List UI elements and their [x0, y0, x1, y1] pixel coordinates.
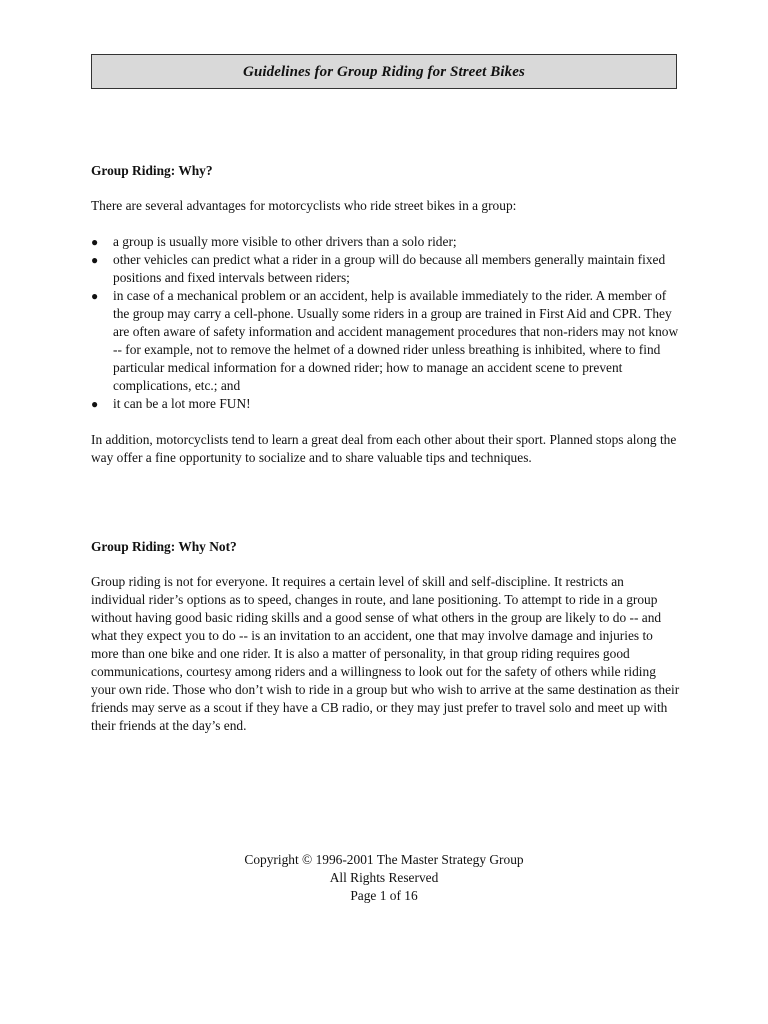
copyright-notice: Copyright © 1996-2001 The Master Strategy Group [244, 852, 524, 867]
list-item-text: in case of a mechanical problem or an accident, help is available immediately to the rider. A member of the group may carry a cell-phone. Usually some riders in a group are trained in First Aid and CPR. They are often aware of safety information and accident management procedures that non-riders may not know -- for example, not to remove the helmet of a downed rider unless breathing is inhibited, where to find particular medical information for a downed rider; how to manage an accident scene to prevent complications, etc.; and [113, 288, 679, 393]
list-item [91, 395, 681, 413]
rights-notice: All Rights Reserved [329, 870, 439, 885]
list-item [91, 233, 681, 251]
bullet-icon: ● [91, 253, 99, 267]
bullet-icon: ● [91, 235, 99, 249]
list-item-text: it can be a lot more FUN! [113, 396, 251, 411]
advantages-list [91, 233, 681, 413]
page-footer [91, 851, 677, 905]
list-item [91, 251, 681, 287]
section-closing: In addition, motorcyclists tend to learn a great deal from each other about their sport. Planned stops along the way offer a fine opportunity to socialize and to share valuable tips and techniques. [91, 432, 677, 465]
bullet-icon: ● [91, 289, 99, 303]
bullet-icon: ● [91, 397, 99, 411]
section-heading-why: Group Riding: Why? [91, 163, 213, 178]
title-box [91, 54, 677, 89]
list-item-text: a group is usually more visible to other drivers than a solo rider; [113, 234, 457, 249]
list-item-text: other vehicles can predict what a rider in a group will do because all members generally maintain fixed positions and fixed intervals between riders; [113, 252, 666, 285]
section-body: Group riding is not for everyone. It requires a certain level of skill and self-discipline. It restricts an individual rider’s options as to speed, changes in route, and lane positioning. To attempt to ride in a group without having good basic riding skills and a good sense of what others in the group are likely to do -- and what they expect you to do -- is an invitation to an accident, one that may involve damage and injuries to more than one bike and one rider. It is also a matter of personality, in that group riding requires good communications, courtesy among riders and a willingness to look out for the safety of others while riding your own ride. Those who don’t wish to ride in a group but who wish to arrive at the same destination as their friends may serve as a scout if they have a CB radio, or they may just prefer to travel solo and meet up with their friends at the day’s end. [91, 574, 680, 733]
page-number: Page 1 of 16 [350, 888, 418, 903]
section-intro: There are several advantages for motorcyclists who ride street bikes in a group: [91, 198, 517, 213]
section-heading-why-not: Group Riding: Why Not? [91, 539, 237, 554]
document-title: Guidelines for Group Riding for Street Bikes [243, 63, 525, 80]
list-item [91, 287, 681, 395]
